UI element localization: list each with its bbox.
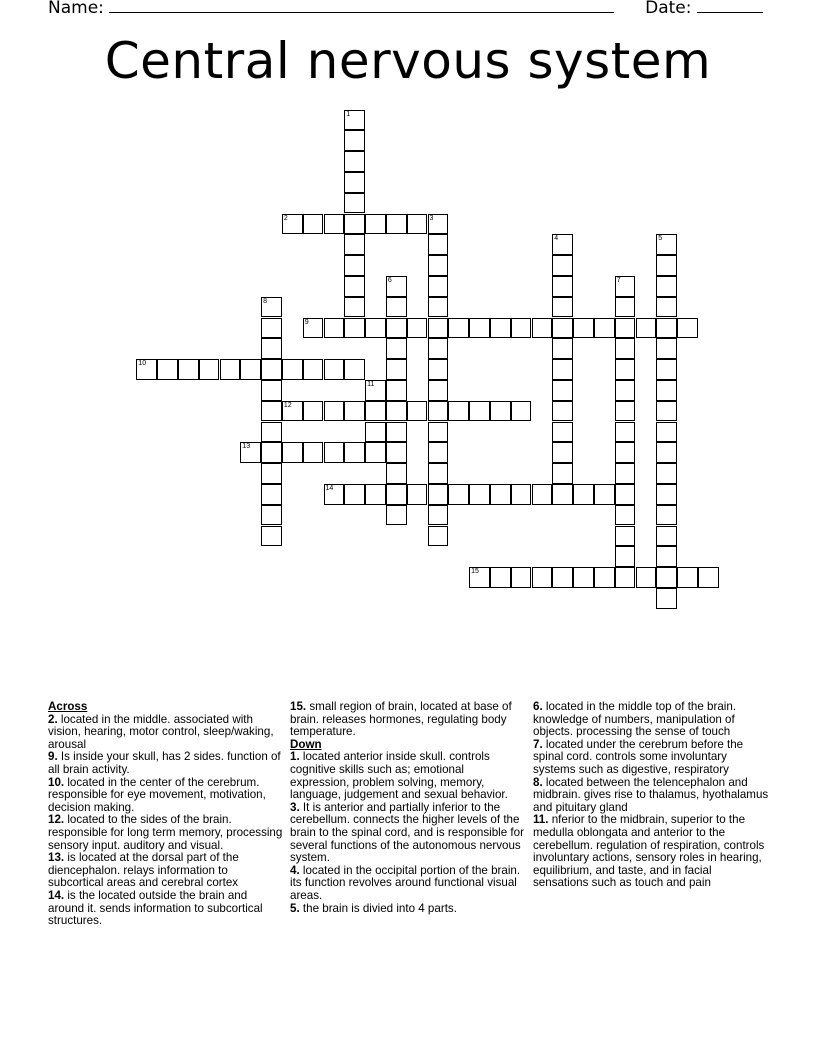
grid-cell[interactable] bbox=[386, 276, 407, 297]
grid-cell[interactable] bbox=[344, 276, 365, 297]
grid-cell[interactable] bbox=[428, 214, 449, 235]
grid-cell[interactable] bbox=[448, 484, 469, 505]
clue-down-5: 5. the brain is divied into 4 parts. bbox=[290, 901, 457, 915]
grid-cell[interactable] bbox=[386, 484, 407, 505]
grid-cell[interactable] bbox=[407, 318, 428, 339]
grid-cell[interactable] bbox=[656, 359, 677, 380]
grid-cell[interactable] bbox=[428, 255, 449, 276]
grid-cell[interactable] bbox=[552, 318, 573, 339]
grid-cell[interactable] bbox=[490, 484, 511, 505]
grid-cell[interactable] bbox=[324, 484, 345, 505]
grid-cell[interactable] bbox=[282, 442, 303, 463]
grid-cell[interactable] bbox=[573, 484, 594, 505]
grid-cell[interactable] bbox=[365, 401, 386, 422]
grid-cell[interactable] bbox=[344, 151, 365, 172]
grid-cell[interactable] bbox=[261, 505, 282, 526]
grid-cell[interactable] bbox=[324, 401, 345, 422]
grid-cell[interactable] bbox=[428, 526, 449, 547]
grid-cell[interactable] bbox=[407, 214, 428, 235]
grid-cell[interactable] bbox=[615, 526, 636, 547]
name-label: Name: bbox=[48, 0, 104, 18]
grid-cell[interactable] bbox=[656, 567, 677, 588]
grid-cell[interactable] bbox=[240, 442, 261, 463]
grid-cell[interactable] bbox=[656, 380, 677, 401]
grid-cell[interactable] bbox=[386, 318, 407, 339]
grid-cell[interactable] bbox=[615, 359, 636, 380]
grid-cell[interactable] bbox=[511, 484, 532, 505]
grid-cell[interactable] bbox=[552, 276, 573, 297]
grid-cell[interactable] bbox=[386, 442, 407, 463]
puzzle-title: Central nervous system bbox=[104, 32, 712, 90]
grid-cell[interactable] bbox=[552, 297, 573, 318]
grid-cell[interactable] bbox=[365, 442, 386, 463]
grid-cell[interactable] bbox=[136, 359, 157, 380]
clues-column-1 bbox=[48, 701, 284, 928]
grid-cell[interactable] bbox=[636, 318, 657, 339]
grid-cell[interactable] bbox=[552, 338, 573, 359]
clue-down-11: 11. nferior to the midbrain, superior to the medulla oblongata and anterior to the cerebellum. regulation of respiration, controls involuntary actions, sensory roles in hearing, equilibrium, and taste, and in facial sensations such as touch and pain bbox=[533, 813, 765, 890]
grid-cell[interactable] bbox=[282, 359, 303, 380]
grid-cell[interactable] bbox=[615, 380, 636, 401]
grid-cell[interactable] bbox=[324, 214, 345, 235]
clue-down-1: 1. located anterior inside skull. controls cognitive skills such as; emotional expression, problem solving, memory, language, judgement and sexual behavior. bbox=[290, 750, 508, 802]
clue-across-13: 13. is located at the dorsal part of the diencephalon. relays information to subcortical areas and cerebral cortex bbox=[48, 851, 239, 890]
grid-cell[interactable] bbox=[615, 276, 636, 297]
clue-down-4: 4. located in the occipital portion of the brain. its function revolves around functional visual areas. bbox=[290, 863, 521, 902]
grid-cell[interactable] bbox=[448, 318, 469, 339]
grid-cell[interactable] bbox=[303, 401, 324, 422]
clue-number: 2 bbox=[283, 214, 288, 222]
grid-cell[interactable] bbox=[386, 463, 407, 484]
grid-cell[interactable] bbox=[552, 359, 573, 380]
grid-cell[interactable] bbox=[532, 567, 553, 588]
grid-cell[interactable] bbox=[344, 255, 365, 276]
grid-cell[interactable] bbox=[240, 359, 261, 380]
grid-cell[interactable] bbox=[490, 401, 511, 422]
grid-cell[interactable] bbox=[344, 401, 365, 422]
grid-cell[interactable] bbox=[656, 526, 677, 547]
grid-cell[interactable] bbox=[656, 422, 677, 443]
grid-cell[interactable] bbox=[386, 214, 407, 235]
grid-cell[interactable] bbox=[428, 234, 449, 255]
grid-cell[interactable] bbox=[615, 567, 636, 588]
grid-cell[interactable] bbox=[428, 276, 449, 297]
grid-cell[interactable] bbox=[698, 567, 719, 588]
grid-cell[interactable] bbox=[656, 484, 677, 505]
grid-cell[interactable] bbox=[656, 401, 677, 422]
grid-cell[interactable] bbox=[365, 422, 386, 443]
grid-cell[interactable] bbox=[552, 484, 573, 505]
clue-number: 8 bbox=[263, 297, 267, 305]
grid-cell[interactable] bbox=[615, 546, 636, 567]
clue-number: 10 bbox=[138, 360, 147, 368]
grid-cell[interactable] bbox=[261, 463, 282, 484]
grid-cell[interactable] bbox=[448, 401, 469, 422]
grid-cell[interactable] bbox=[261, 318, 282, 339]
grid-cell[interactable] bbox=[677, 318, 698, 339]
date-label: Date: bbox=[645, 0, 692, 18]
grid-cell[interactable] bbox=[386, 338, 407, 359]
grid-cell[interactable] bbox=[157, 359, 178, 380]
grid-cell[interactable] bbox=[594, 567, 615, 588]
grid-cell[interactable] bbox=[656, 338, 677, 359]
grid-cell[interactable] bbox=[615, 401, 636, 422]
clue-across-12: 12. located to the sides of the brain. responsible for long term memory, processing sensory input. auditory and visual. bbox=[48, 813, 283, 852]
clue-number: 12 bbox=[283, 401, 292, 409]
grid-cell[interactable] bbox=[282, 214, 303, 235]
clue-across-2: 2. located in the middle. associated with vision, hearing, motor control, sleep/waking, arousal bbox=[48, 712, 274, 751]
grid-cell[interactable] bbox=[511, 401, 532, 422]
clue-number: 15 bbox=[471, 568, 479, 576]
clue-number: 11 bbox=[367, 380, 375, 388]
grid-cell[interactable] bbox=[615, 505, 636, 526]
clue-number: 14 bbox=[325, 484, 334, 492]
grid-cell[interactable] bbox=[344, 172, 365, 193]
clue-number: 9 bbox=[304, 318, 309, 326]
clues-column-2 bbox=[290, 701, 526, 915]
grid-cell[interactable] bbox=[407, 484, 428, 505]
grid-cell[interactable] bbox=[428, 297, 449, 318]
grid-cell[interactable] bbox=[615, 442, 636, 463]
grid-cell[interactable] bbox=[469, 484, 490, 505]
clue-across-9: 9. Is inside your skull, has 2 sides. function of all brain activity. bbox=[48, 750, 281, 776]
grid-cell[interactable] bbox=[469, 318, 490, 339]
grid-cell[interactable] bbox=[365, 318, 386, 339]
grid-cell[interactable] bbox=[344, 442, 365, 463]
grid-cell[interactable] bbox=[552, 567, 573, 588]
grid-cell[interactable] bbox=[656, 255, 677, 276]
grid-cell[interactable] bbox=[344, 318, 365, 339]
grid-cell[interactable] bbox=[656, 588, 677, 609]
grid-cell[interactable] bbox=[324, 442, 345, 463]
grid-cell[interactable] bbox=[573, 567, 594, 588]
grid-cell[interactable] bbox=[324, 359, 345, 380]
grid-cell[interactable] bbox=[594, 318, 615, 339]
grid-cell[interactable] bbox=[261, 338, 282, 359]
clue-down-6: 6. located in the middle top of the brain. knowledge of numbers, manipulation of objects. processing the sense of touch bbox=[533, 700, 737, 739]
grid-cell[interactable] bbox=[552, 234, 573, 255]
grid-cell[interactable] bbox=[615, 463, 636, 484]
grid-cell[interactable] bbox=[615, 422, 636, 443]
grid-cell[interactable] bbox=[282, 401, 303, 422]
grid-cell[interactable] bbox=[386, 505, 407, 526]
grid-cell[interactable] bbox=[261, 442, 282, 463]
grid-cell[interactable] bbox=[303, 442, 324, 463]
grid-cell[interactable] bbox=[365, 380, 386, 401]
grid-cell[interactable] bbox=[532, 318, 553, 339]
grid-cell[interactable] bbox=[573, 318, 594, 339]
grid-cell[interactable] bbox=[365, 214, 386, 235]
grid-cell[interactable] bbox=[386, 297, 407, 318]
grid-cell[interactable] bbox=[615, 297, 636, 318]
grid-cell[interactable] bbox=[552, 380, 573, 401]
clue-across-15: 15. small region of brain, located at base of brain. releases hormones, regulating body temperature. bbox=[290, 700, 512, 739]
grid-cell[interactable] bbox=[303, 318, 324, 339]
clue-down-8: 8. located between the telencephalon and midbrain. gives rise to thalamus, hyothalamus and pituitary gland bbox=[533, 775, 769, 814]
grid-cell[interactable] bbox=[303, 214, 324, 235]
grid-cell[interactable] bbox=[615, 318, 636, 339]
grid-cell[interactable] bbox=[656, 546, 677, 567]
grid-cell[interactable] bbox=[532, 484, 553, 505]
clue-across-14: 14. is the located outside the brain and around it. sends information to subcortical structures. bbox=[48, 888, 263, 928]
grid-cell[interactable] bbox=[178, 359, 199, 380]
grid-cell[interactable] bbox=[344, 193, 365, 214]
grid-cell[interactable] bbox=[220, 359, 241, 380]
grid-cell[interactable] bbox=[656, 234, 677, 255]
grid-cell[interactable] bbox=[344, 359, 365, 380]
grid-cell[interactable] bbox=[428, 442, 449, 463]
grid-cell[interactable] bbox=[594, 484, 615, 505]
grid-cell[interactable] bbox=[677, 567, 698, 588]
clue-down-7: 7. located under the cerebrum before the spinal cord. controls some involuntary systems such as digestive, respiratory bbox=[533, 737, 744, 776]
grid-cell[interactable] bbox=[324, 318, 345, 339]
grid-cell[interactable] bbox=[407, 401, 428, 422]
clue-number: 6 bbox=[387, 276, 392, 284]
grid-cell[interactable] bbox=[552, 463, 573, 484]
grid-cell[interactable] bbox=[386, 380, 407, 401]
grid-cell[interactable] bbox=[344, 214, 365, 235]
grid-cell[interactable] bbox=[261, 484, 282, 505]
grid-cell[interactable] bbox=[344, 484, 365, 505]
grid-cell[interactable] bbox=[261, 380, 282, 401]
grid-cell[interactable] bbox=[656, 505, 677, 526]
grid-cell[interactable] bbox=[428, 318, 449, 339]
grid-cell[interactable] bbox=[656, 318, 677, 339]
grid-cell[interactable] bbox=[344, 234, 365, 255]
grid-cell[interactable] bbox=[344, 130, 365, 151]
grid-cell[interactable] bbox=[615, 338, 636, 359]
grid-cell[interactable] bbox=[386, 359, 407, 380]
grid-cell[interactable] bbox=[365, 484, 386, 505]
grid-cell[interactable] bbox=[199, 359, 220, 380]
grid-cell[interactable] bbox=[428, 401, 449, 422]
grid-cell[interactable] bbox=[261, 422, 282, 443]
grid-cell[interactable] bbox=[552, 442, 573, 463]
grid-cell[interactable] bbox=[428, 484, 449, 505]
grid-cell[interactable] bbox=[303, 359, 324, 380]
clue-number: 3 bbox=[429, 214, 434, 222]
clue-down-3: 3. It is anterior and partially inferior to the cerebellum. connects the higher levels of the brain to the spinal cord, and is responsible for several functions of the autonomous nervous system. bbox=[290, 800, 524, 865]
down-header: Down bbox=[290, 737, 322, 751]
grid-cell[interactable] bbox=[656, 276, 677, 297]
grid-cell[interactable] bbox=[344, 297, 365, 318]
grid-cell[interactable] bbox=[261, 401, 282, 422]
grid-cell[interactable] bbox=[428, 380, 449, 401]
grid-cell[interactable] bbox=[386, 401, 407, 422]
grid-cell[interactable] bbox=[469, 567, 490, 588]
grid-cell[interactable] bbox=[428, 338, 449, 359]
grid-cell[interactable] bbox=[428, 359, 449, 380]
clue-number: 4 bbox=[554, 235, 559, 243]
grid-cell[interactable] bbox=[656, 297, 677, 318]
grid-cell[interactable] bbox=[552, 401, 573, 422]
grid-cell[interactable] bbox=[428, 463, 449, 484]
grid-cell[interactable] bbox=[261, 526, 282, 547]
grid-cell[interactable] bbox=[511, 567, 532, 588]
grid-cell[interactable] bbox=[615, 484, 636, 505]
clue-number: 13 bbox=[242, 443, 251, 451]
grid-cell[interactable] bbox=[469, 401, 490, 422]
clue-number: 7 bbox=[616, 276, 621, 284]
grid-cell[interactable] bbox=[261, 297, 282, 318]
across-header: Across bbox=[48, 700, 88, 713]
grid-cell[interactable] bbox=[656, 463, 677, 484]
clues-column-3 bbox=[533, 701, 769, 890]
grid-cell[interactable] bbox=[656, 442, 677, 463]
clue-across-10: 10. located in the center of the cerebrum. responsible for eye movement, motivation, decision making. bbox=[48, 775, 266, 814]
grid-cell[interactable] bbox=[511, 318, 532, 339]
grid-cell[interactable] bbox=[428, 422, 449, 443]
clue-number: 5 bbox=[658, 235, 663, 243]
grid-cell[interactable] bbox=[636, 567, 657, 588]
grid-cell[interactable] bbox=[490, 318, 511, 339]
grid-cell[interactable] bbox=[261, 359, 282, 380]
clue-number: 1 bbox=[346, 110, 351, 118]
grid-cell[interactable] bbox=[552, 255, 573, 276]
grid-cell[interactable] bbox=[428, 505, 449, 526]
grid-cell[interactable] bbox=[386, 422, 407, 443]
grid-cell[interactable] bbox=[344, 110, 365, 131]
grid-cell[interactable] bbox=[552, 422, 573, 443]
grid-cell[interactable] bbox=[490, 567, 511, 588]
